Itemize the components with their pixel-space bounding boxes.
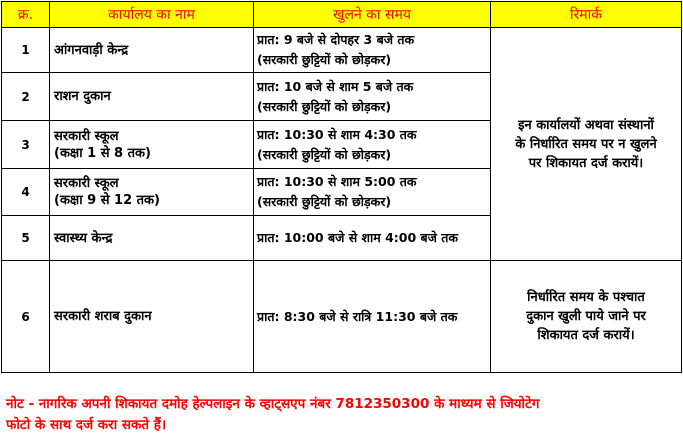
remark-line: इन कार्यालयों अथवा संस्थानों (518, 117, 654, 133)
table-row (2, 261, 682, 373)
header-opening-time: खुलने का समय (254, 2, 491, 28)
remark-line: के निर्धारित समय पर न खुलने (515, 136, 657, 152)
time-line: प्रात: 10:30 से शाम 5:00 तक (257, 174, 417, 189)
row-serial: 3 (2, 121, 50, 169)
office-name-line: सरकारी स्कूल (54, 128, 119, 144)
time-line: (सरकारी छुट्टियों को छोड़कर) (257, 146, 392, 162)
header-office-name: कार्यालय का नाम (50, 2, 254, 28)
row-serial: 4 (2, 169, 50, 216)
note-line-2: फोटो के साथ दर्ज करा सकते हैं। (6, 417, 167, 433)
row-opening-time (254, 121, 491, 169)
schedule-table-container (1, 1, 681, 373)
note-line-1: नोट - नागरिक अपनी शिकायत दमोह हेल्पलाइन के व्हाट्सएप नंबर 7812350300 के माध्यम से जियोटेग (6, 396, 540, 412)
row-office-name (50, 216, 254, 261)
row-opening-time (254, 73, 491, 121)
time-line: (सरकारी छुट्टियों को छोड़कर) (257, 194, 392, 209)
time-line: (सरकारी छुट्टियों को छोड़कर) (257, 98, 392, 114)
office-name-line: (कक्षा 1 से 8 तक) (54, 145, 151, 161)
header-remark: रिमार्क (491, 2, 682, 28)
office-name-line: सरकारी स्कूल (54, 176, 119, 191)
row-opening-time (254, 169, 491, 216)
header-row (2, 2, 682, 28)
remark-group-2 (491, 261, 682, 373)
row-office-name (50, 169, 254, 216)
row-opening-time (254, 261, 491, 373)
office-name-line: स्वास्थ्य केन्द्र (54, 230, 113, 246)
remark-line: निर्धारित समय के पश्चात (527, 290, 645, 305)
row-office-name (50, 261, 254, 373)
row-opening-time (254, 28, 491, 73)
header-serial: क्र. (2, 2, 50, 28)
row-office-name (50, 28, 254, 73)
office-name-line: आंगनवाड़ी केन्द्र (54, 42, 129, 58)
row-opening-time (254, 216, 491, 261)
time-line: (सरकारी छुट्टियों को छोड़कर) (257, 52, 392, 67)
office-name-line: राशन दुकान (54, 89, 111, 104)
row-serial: 6 (2, 261, 50, 373)
time-line: प्रात: 10:00 बजे से शाम 4:00 बजे तक (257, 230, 459, 245)
row-office-name (50, 121, 254, 169)
row-office-name (50, 73, 254, 121)
table-row (2, 28, 682, 73)
office-schedule-table (1, 1, 682, 373)
row-serial: 1 (2, 28, 50, 73)
time-line: प्रात: 8:30 बजे से रात्रि 11:30 बजे तक (257, 308, 458, 324)
time-line: प्रात: 10 बजे से शाम 5 बजे तक (257, 78, 414, 94)
office-name-line: (कक्षा 9 से 12 तक) (54, 193, 160, 208)
office-name-line: सरकारी शराब दुकान (54, 309, 152, 324)
remark-line: दुकान खुली पाये जाने पर (526, 309, 646, 324)
row-serial: 2 (2, 73, 50, 121)
remark-line: शिकायत दर्ज करायें। (537, 328, 635, 343)
remark-group-1 (491, 28, 682, 261)
time-line: प्रात: 10:30 से शाम 4:30 तक (257, 126, 417, 142)
row-serial: 5 (2, 216, 50, 261)
helpline-note (6, 394, 678, 436)
time-line: प्रात: 9 बजे से दोपहर 3 बजे तक (257, 32, 415, 47)
remark-line: पर शिकायत दर्ज करायें। (528, 155, 644, 171)
